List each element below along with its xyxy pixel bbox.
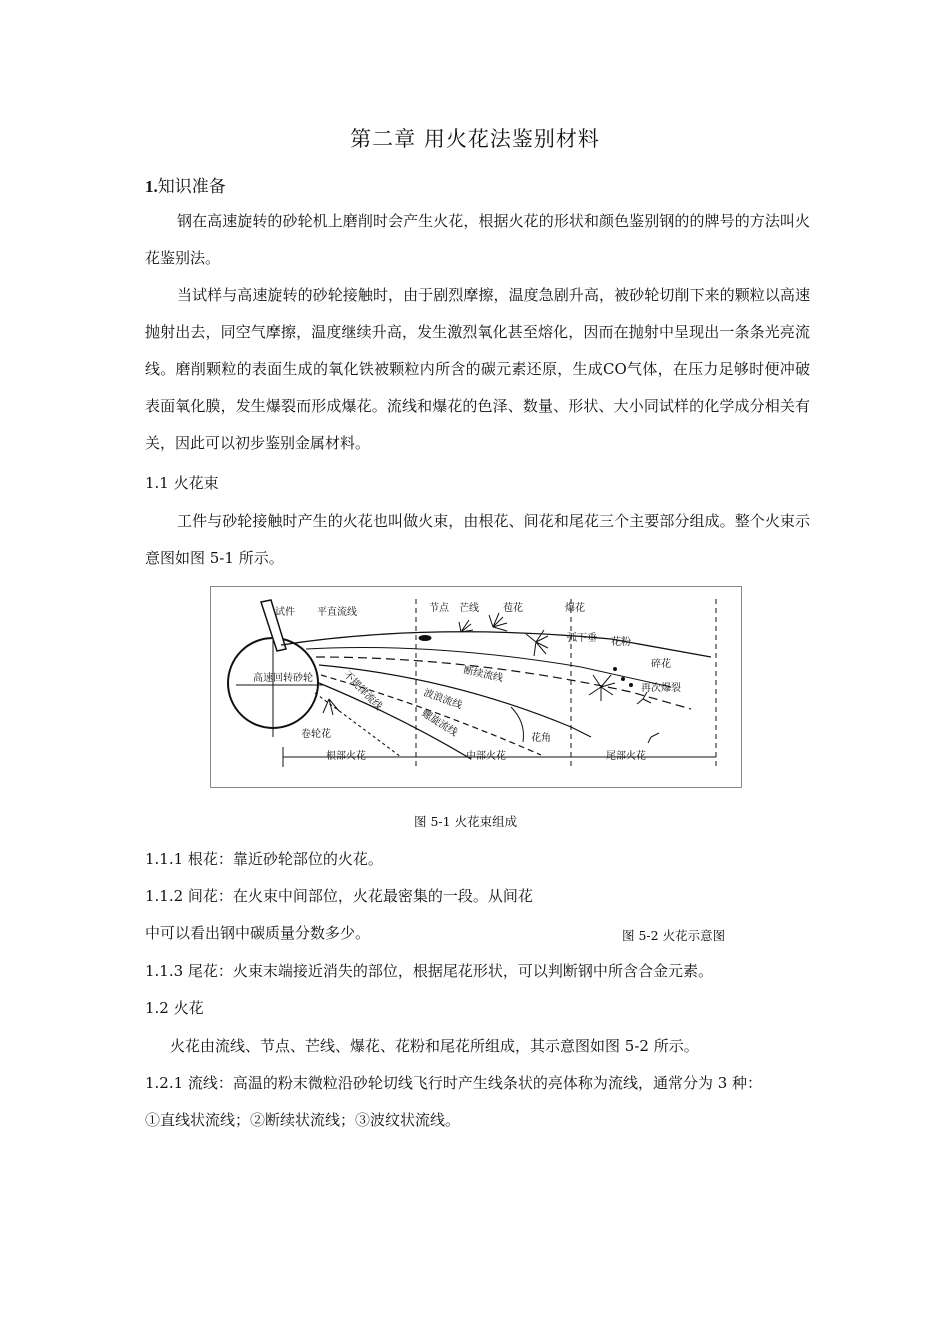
chapter-title: 第二章 用火花法鉴别材料 [350, 127, 600, 151]
label-node: 节点 [429, 603, 449, 614]
label-broken-flower: 碎花 [651, 659, 671, 670]
label-wave-line: 波浪流线 [421, 687, 464, 712]
heading-1-1: 1.1 火花束 [145, 474, 219, 492]
label-tail-spark: 尾部火花 [606, 751, 646, 762]
section-number: 1. [145, 177, 158, 196]
heading-1-2: 1.2 火花 [145, 999, 204, 1017]
label-angle: 花角 [531, 733, 551, 744]
paragraph-spark-principle: 当试样与高速旋转的砂轮接触时，由于剧烈摩擦，温度急剧升高，被砂轮切削下来的颗粒以高速抛射出去，同空气摩擦，温度继续升高，发生激烈氧化甚至熔化，因而在抛射中呈现出一条条光亮流线。磨削颗粒的表面生成的氧化铁被颗粒内所含的碳元素还原，生成CO气体，在压力足够时便冲破表面氧化膜，发生爆裂而形成爆花。流线和爆花的色泽、数量、形状、大小同试样的化学成分相关有关，因此可以初步鉴别金属材料。 [145, 286, 810, 452]
label-spiral-line: 螺旋流线 [419, 708, 460, 739]
label-straight-line: 平直流线 [317, 607, 357, 618]
paragraph-spark-method: 钢在高速旋转的砂轮机上磨削时会产生火花，根据火花的形状和颜色鉴别钢的的牌号的方法叫火花鉴别法。 [145, 212, 810, 267]
label-burst-flower: 爆花 [565, 603, 585, 614]
section-heading-1 [145, 172, 226, 197]
section-label: 知识准备 [157, 177, 226, 197]
spark-bundle-diagram [211, 587, 743, 789]
label-irregular-line: 不规律流线 [340, 669, 385, 713]
heading-1-2-1: 1.2.1 流线：高温的粉末微粒沿砂轮切线飞行时产生线条状的亮体称为流线，通常分为 3 种： [145, 1074, 763, 1092]
figure-5-1-caption: 图 5-1 火花束组成 [414, 814, 518, 829]
paragraph-1-1-2-cont: 中可以看出钢中碳质量分数多少。 [145, 924, 371, 942]
label-second-burst: 再次爆裂 [641, 683, 681, 694]
label-root-spark: 根部火花 [326, 751, 366, 762]
heading-1-1-1: 1.1.1 根花：靠近砂轮部位的火花。 [145, 850, 383, 868]
heading-1-1-2: 1.1.2 间花：在火束中间部位，火花最密集的一段。从间花 [145, 887, 533, 905]
heading-1-1-3: 1.1.3 尾花：火束末端接近消失的部位，根据尾花形状，可以判断钢中所含合金元素。 [145, 962, 713, 980]
label-specimen: 试件 [275, 607, 295, 618]
paragraph-spark-bundle: 工件与砂轮接触时产生的火花也叫做火束，由根花、间花和尾花三个主要部分组成。整个火束示意图如图 5-1 所示。 [145, 512, 810, 567]
figure-spark-bundle [210, 586, 742, 788]
label-wheel: 高速回转砂轮 [253, 673, 313, 684]
label-powder: 花粉 [611, 637, 631, 648]
label-broken-line: 断续流线 [462, 665, 504, 685]
label-middle-spark: 中部火花 [466, 751, 506, 762]
figure-5-2-caption: 图 5-2 火花示意图 [622, 928, 726, 943]
paragraph-stream-types: ①直线状流线；②断续状流线；③波纹状流线。 [145, 1111, 461, 1129]
label-bud-flower: 苞花 [503, 603, 523, 614]
label-arc-down: 弧下垂 [567, 633, 597, 644]
paragraph-spark-parts: 火花由流线、节点、芒线、爆花、花粉和尾花所组成，其示意图如图 5-2 所示。 [170, 1037, 699, 1055]
label-curl-flower: 卷轮花 [301, 729, 331, 740]
label-awn-line: 芒线 [459, 603, 479, 614]
